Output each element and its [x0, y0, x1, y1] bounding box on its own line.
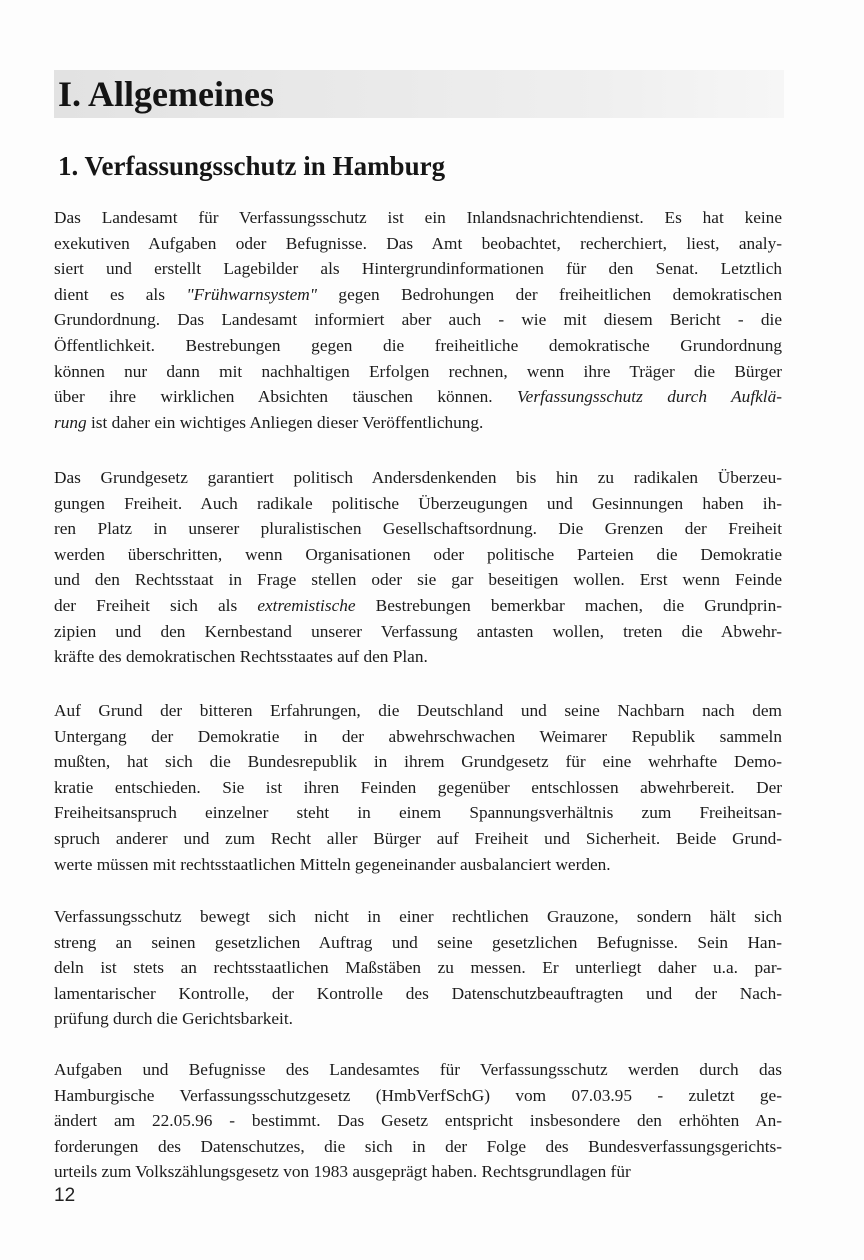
text-run: lamentarischer Kontrolle, der Kontrolle des Datenschutzbeauftragten und der Nach-	[54, 983, 782, 1003]
text-run: Das Landesamt für Verfassungsschutz ist ein Inlandsnachrichtendienst. Es hat keine	[54, 208, 782, 227]
text-run: Öffentlichkeit. Bestrebungen gegen die freiheitliche demokratische Grundordnung	[54, 335, 782, 355]
text-line	[54, 644, 782, 670]
text-line	[54, 359, 782, 385]
paragraph-4	[54, 904, 782, 1032]
text-run: Auf Grund der bitteren Erfahrungen, die Deutschland und seine Nachbarn nach dem	[54, 701, 782, 720]
text-run: und den Rechtsstaat in Frage stellen oder sie gar beseitigen wollen. Erst wenn Feinde	[54, 570, 782, 590]
text-run: Bestrebungen bemerkbar machen, die Grundprin-	[355, 595, 782, 615]
text-run: urteils zum Volkszählungsgesetz von 1983 ausgeprägt haben. Rechtsgrundlagen für	[54, 1162, 631, 1182]
text-line	[54, 1083, 782, 1109]
text-line	[54, 1006, 782, 1032]
text-run: streng an seinen gesetzlichen Auftrag und seine gesetzlichen Befugnisse. Sein Han-	[54, 932, 782, 952]
text-line	[54, 542, 782, 568]
section-title: 1. Verfassungsschutz in Hamburg	[58, 151, 446, 181]
page-number: 12	[54, 1185, 76, 1206]
text-line	[54, 205, 782, 231]
text-line	[54, 826, 782, 852]
text-line	[54, 333, 782, 359]
text-run: spruch anderer und zum Recht aller Bürger auf Freiheit und Sicherheit. Beide Grund-	[54, 828, 782, 848]
text-run: forderungen des Datenschutzes, die sich in der Folge des Bundesverfassungsgerichts-	[54, 1136, 782, 1156]
text-run: mußten, hat sich die Bundesrepublik in ihrem Grundgesetz für eine wehrhafte Demo-	[54, 752, 782, 772]
text-run: kräfte des demokratischen Rechtsstaates auf den Plan.	[54, 647, 428, 667]
text-line	[54, 491, 782, 517]
text-run: deln ist stets an rechtsstaatlichen Maßstäben zu messen. Er unterliegt daher u.a. par-	[54, 958, 782, 978]
chapter-title: I. Allgemeines	[58, 74, 274, 114]
text-line	[54, 698, 782, 724]
emphasis-text: extremistische	[257, 595, 356, 615]
text-run: werte müssen mit rechtsstaatlichen Mitteln gegeneinander ausbalanciert werden.	[54, 854, 611, 874]
text-run: dient es als	[54, 284, 187, 304]
text-run: der Freiheit sich als	[54, 595, 258, 615]
text-line	[54, 955, 782, 981]
paragraph-5	[54, 1057, 782, 1185]
text-line	[54, 800, 782, 826]
text-run: gegen Bedrohungen der freiheitlichen demokratischen	[317, 284, 782, 304]
text-line	[54, 465, 782, 491]
text-line	[54, 775, 782, 801]
text-run: Das Grundgesetz garantiert politisch Andersdenkenden bis hin zu radikalen Überzeu-	[54, 468, 782, 487]
text-run: Freiheitsanspruch einzelner steht in einem Spannungsverhältnis zum Freiheitsan-	[54, 803, 782, 823]
text-run: ist daher ein wichtiges Anliegen dieser Veröffentlichung.	[86, 412, 484, 432]
text-line	[54, 231, 782, 257]
text-line	[54, 852, 782, 878]
paragraph-1	[54, 205, 782, 435]
text-run: siert und erstellt Lagebilder als Hintergrundinformationen für den Senat. Letztlich	[54, 259, 782, 279]
text-run: exekutiven Aufgaben oder Befugnisse. Das Amt beobachtet, recherchiert, liest, analy-	[54, 233, 782, 253]
text-line	[54, 282, 782, 308]
text-line	[54, 307, 782, 333]
paragraph-3	[54, 698, 782, 877]
text-line	[54, 593, 782, 619]
text-line	[54, 410, 782, 436]
text-run: kratie entschieden. Sie ist ihren Feinden gegenüber entschlossen abwehrbereit. Der	[54, 777, 782, 797]
text-line	[54, 904, 782, 930]
text-run: werden überschritten, wenn Organisationen oder politische Parteien die Demokratie	[54, 544, 782, 564]
text-line	[54, 516, 782, 542]
text-run: Grundordnung. Das Landesamt informiert aber auch - wie mit diesem Bericht - die	[54, 310, 782, 330]
text-run: prüfung durch die Gerichtsbarkeit.	[54, 1009, 293, 1029]
text-run: über ihre wirklichen Absichten täuschen können.	[54, 387, 518, 407]
emphasis-text: "Frühwarnsystem"	[186, 284, 318, 304]
emphasis-text: Verfassungsschutz durch Aufklä-	[517, 387, 782, 407]
text-run: Untergang der Demokratie in der abwehrschwachen Weimarer Republik sammeln	[54, 726, 782, 746]
text-line	[54, 384, 782, 410]
paragraph-2	[54, 465, 782, 670]
text-line	[54, 930, 782, 956]
text-line	[54, 749, 782, 775]
text-line	[54, 256, 782, 282]
text-line	[54, 1134, 782, 1160]
text-line	[54, 567, 782, 593]
text-line	[54, 1057, 782, 1083]
text-run: Hamburgische Verfassungsschutzgesetz (HmbVerfSchG) vom 07.03.95 - zuletzt ge-	[54, 1085, 782, 1105]
text-run: gungen Freiheit. Auch radikale politische Überzeugungen und Gesinnungen haben ih-	[54, 493, 782, 513]
text-run: können nur dann mit nachhaltigen Erfolgen rechnen, wenn ihre Träger die Bürger	[54, 361, 782, 381]
text-line	[54, 1108, 782, 1134]
emphasis-text: rung	[54, 412, 87, 432]
text-run: Aufgaben und Befugnisse des Landesamtes für Verfassungsschutz werden durch das	[54, 1060, 782, 1079]
text-run: ändert am 22.05.96 - bestimmt. Das Gesetz entspricht insbesondere den erhöhten An-	[54, 1111, 782, 1131]
text-run: ren Platz in unserer pluralistischen Gesellschaftsordnung. Die Grenzen der Freiheit	[54, 519, 782, 539]
text-line	[54, 619, 782, 645]
text-line	[54, 981, 782, 1007]
text-run: Verfassungsschutz bewegt sich nicht in einer rechtlichen Grauzone, sondern hält sich	[54, 907, 782, 926]
text-line	[54, 724, 782, 750]
text-line	[54, 1159, 782, 1185]
text-run: zipien und den Kernbestand unserer Verfassung antasten wollen, treten die Abwehr-	[54, 621, 782, 641]
